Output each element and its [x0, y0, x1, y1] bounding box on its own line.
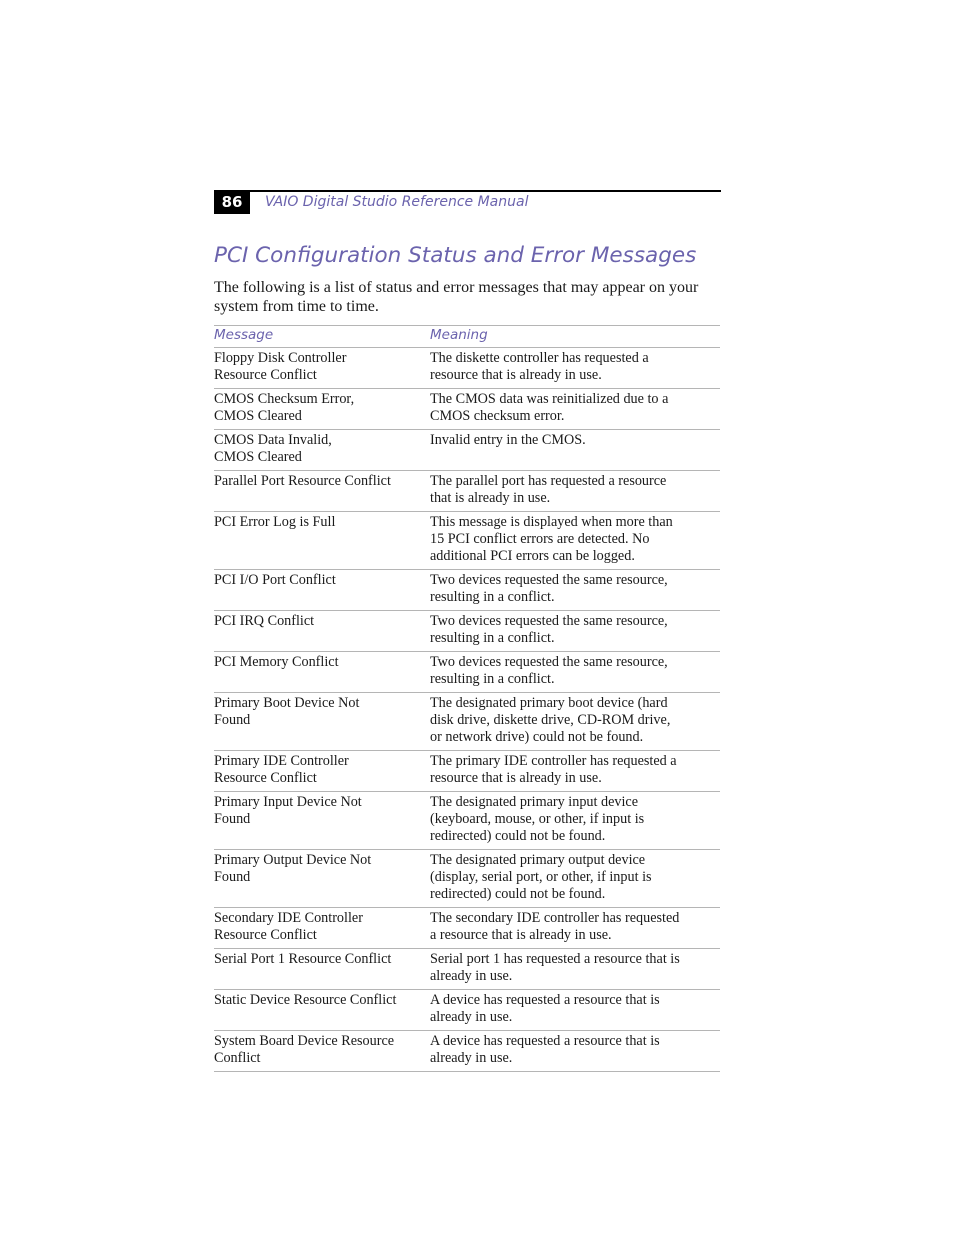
table-row — [214, 652, 720, 693]
message-cell: CMOS Checksum Error, CMOS Cleared — [214, 389, 430, 430]
message-cell: Primary Output Device Not Found — [214, 850, 430, 908]
meaning-cell: The designated primary boot device (hard disk drive, diskette drive, CD-ROM drive, or network drive) could not be found. — [430, 693, 720, 751]
message-cell: Primary Boot Device Not Found — [214, 693, 430, 751]
meaning-cell: The designated primary input device (keyboard, mouse, or other, if input is redirected) could not be found. — [430, 792, 720, 850]
meaning-cell: Invalid entry in the CMOS. — [430, 430, 720, 471]
table-row — [214, 693, 720, 751]
table-row — [214, 512, 720, 570]
meaning-cell: The CMOS data was reinitialized due to a CMOS checksum error. — [430, 389, 720, 430]
table-row — [214, 792, 720, 850]
table-row — [214, 430, 720, 471]
meaning-cell: The primary IDE controller has requested a resource that is already in use. — [430, 751, 720, 792]
message-cell: PCI Error Log is Full — [214, 512, 430, 570]
message-cell: PCI Memory Conflict — [214, 652, 430, 693]
meaning-cell: The designated primary output device (display, serial port, or other, if input is redirected) could not be found. — [430, 850, 720, 908]
table-row — [214, 348, 720, 389]
table-row — [214, 611, 720, 652]
table-row — [214, 990, 720, 1031]
table-header-row — [214, 326, 720, 348]
table-row — [214, 570, 720, 611]
table-body — [214, 348, 720, 1072]
section-title: PCI Configuration Status and Error Messages — [214, 243, 697, 268]
meaning-cell: Two devices requested the same resource, resulting in a conflict. — [430, 611, 720, 652]
message-cell: Primary Input Device Not Found — [214, 792, 430, 850]
meaning-cell: A device has requested a resource that is already in use. — [430, 990, 720, 1031]
table-row — [214, 1031, 720, 1072]
message-cell: PCI I/O Port Conflict — [214, 570, 430, 611]
table-row — [214, 751, 720, 792]
message-cell: System Board Device Resource Conflict — [214, 1031, 430, 1072]
meaning-cell: Two devices requested the same resource, resulting in a conflict. — [430, 652, 720, 693]
table-row — [214, 949, 720, 990]
intro-paragraph: The following is a list of status and error messages that may appear on your system from time to time. — [214, 279, 699, 315]
table-row — [214, 850, 720, 908]
meaning-cell: The secondary IDE controller has requested a resource that is already in use. — [430, 908, 720, 949]
message-cell: Secondary IDE Controller Resource Conflict — [214, 908, 430, 949]
meaning-cell: The parallel port has requested a resource that is already in use. — [430, 471, 720, 512]
table-row — [214, 908, 720, 949]
meaning-cell: Two devices requested the same resource, resulting in a conflict. — [430, 570, 720, 611]
meaning-cell: The diskette controller has requested a resource that is already in use. — [430, 348, 720, 389]
message-table — [214, 325, 720, 1072]
table-row — [214, 389, 720, 430]
column-header-meaning: Meaning — [430, 326, 720, 348]
table-row — [214, 471, 720, 512]
running-title: VAIO Digital Studio Reference Manual — [265, 194, 529, 210]
meaning-cell: Serial port 1 has requested a resource that is already in use. — [430, 949, 720, 990]
message-cell: PCI IRQ Conflict — [214, 611, 430, 652]
meaning-cell: A device has requested a resource that is already in use. — [430, 1031, 720, 1072]
message-cell: Serial Port 1 Resource Conflict — [214, 949, 430, 990]
message-cell: Floppy Disk Controller Resource Conflict — [214, 348, 430, 389]
message-cell: Primary IDE Controller Resource Conflict — [214, 751, 430, 792]
message-cell: CMOS Data Invalid, CMOS Cleared — [214, 430, 430, 471]
header-rule — [214, 190, 721, 192]
message-cell: Parallel Port Resource Conflict — [214, 471, 430, 512]
message-cell: Static Device Resource Conflict — [214, 990, 430, 1031]
column-header-message: Message — [214, 326, 430, 348]
page-number: 86 — [214, 190, 250, 214]
meaning-cell: This message is displayed when more than 15 PCI conflict errors are detected. No additional PCI errors can be logged. — [430, 512, 720, 570]
